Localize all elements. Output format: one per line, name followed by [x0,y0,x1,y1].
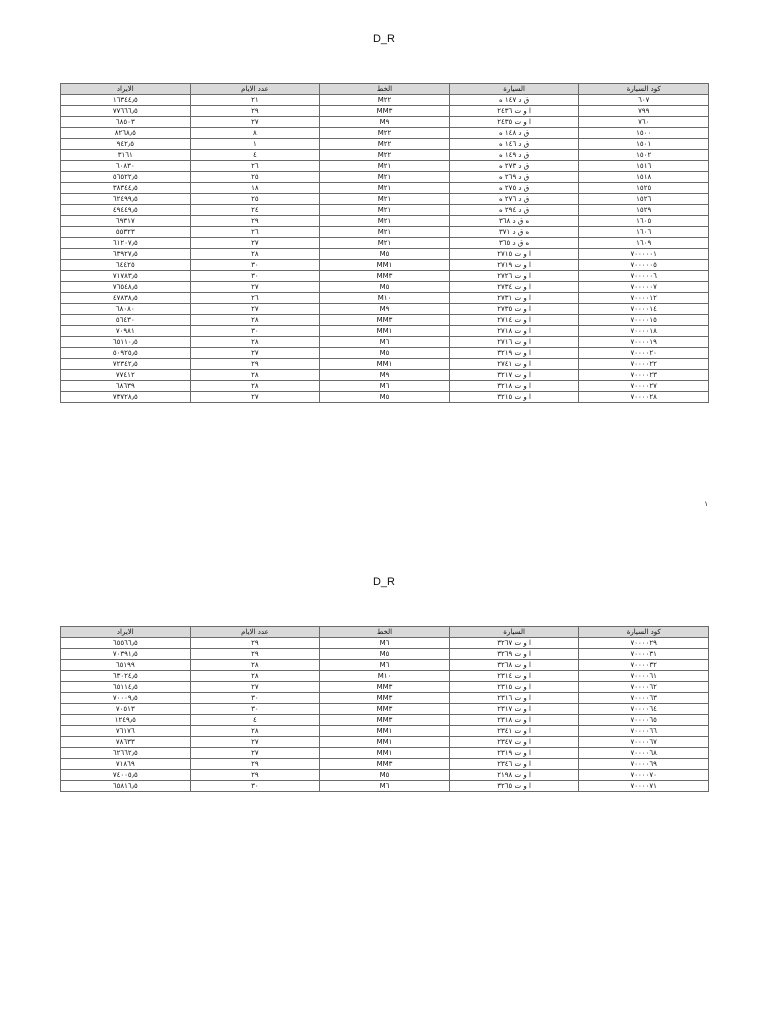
vehicle-code-cell: ٧٠٠٠٠٠٦ [579,271,709,282]
vehicle-cell: ا و ت ٢٣٤١ [449,726,579,737]
line-cell: MM٣ [320,759,450,770]
vehicle-cell: ا و ت ٣٢١٩ [449,348,579,359]
revenue-cell: ٦٢٤٩٩٫٥ [61,194,191,205]
revenue-cell: ٦٠٨٣٠ [61,161,191,172]
vehicle-code-cell: ١٥٠١ [579,139,709,150]
vehicle-cell: ق د ١٤٩ ه [449,150,579,161]
vehicle-code-cell: ٧٠٠٠٠٢٧ [579,381,709,392]
line-cell: M٢٢ [320,128,450,139]
vehicle-code-cell: ٧٠٠٠٠٢٠ [579,348,709,359]
table-row [61,172,709,183]
line-cell: MM٣ [320,315,450,326]
table-body [61,638,709,792]
vehicle-code-cell: ٧٠٠٠٠١٥ [579,315,709,326]
table-row [61,249,709,260]
vehicle-code-cell: ٧٠٠٠٠٦٢ [579,682,709,693]
line-cell: M٩ [320,304,450,315]
line-cell: M٦ [320,381,450,392]
table-row [61,150,709,161]
line-cell: MM٣ [320,715,450,726]
revenue-cell: ٧٧٤١٢ [61,370,191,381]
days-cell: ٤ [190,715,320,726]
vehicle-code-cell: ٦٠٧ [579,95,709,106]
vehicle-cell: ا و ت ٢٣٤٦ [449,759,579,770]
line-cell: M٦ [320,781,450,792]
vehicle-cell: ا و ت ٢٣١٩ [449,748,579,759]
vehicle-code-cell: ٧٠٠٠٠٦٧ [579,737,709,748]
revenue-cell: ٧١٨٦٩ [61,759,191,770]
table-row [61,660,709,671]
line-cell: MM٣ [320,271,450,282]
table-row [61,392,709,403]
line-cell: M٩ [320,370,450,381]
vehicle-cell: ا و ت ٢٣١٦ [449,693,579,704]
vehicle-code-cell: ٧٠٠٠٠٠١ [579,249,709,260]
vehicle-cell: ا و ت ٢٧١٤ [449,315,579,326]
days-cell: ٢٦ [190,161,320,172]
revenue-cell: ٧٠٣٩١٫٥ [61,649,191,660]
vehicle-code-cell: ١٦٠٦ [579,227,709,238]
vehicle-code-cell: ١٥٢٥ [579,183,709,194]
line-cell: MM٣ [320,693,450,704]
page-number: ١ [704,500,708,508]
vehicle-cell: ا و ت ٣٢٦٩ [449,649,579,660]
days-cell: ٢٩ [190,216,320,227]
line-cell: M٢١ [320,194,450,205]
days-cell: ٢٩ [190,649,320,660]
vehicle-cell: ا و ت ٢٧١٨ [449,326,579,337]
line-cell: M٢٢ [320,139,450,150]
days-cell: ٣٠ [190,260,320,271]
line-cell: MM١ [320,359,450,370]
revenue-cell: ٦٨٠٨٠ [61,304,191,315]
revenue-cell: ٧٣٧٢٨٫٥ [61,392,191,403]
line-cell: M٩ [320,117,450,128]
column-header-revenue: الايراد [61,627,191,638]
days-cell: ٢٤ [190,205,320,216]
vehicle-code-cell: ٧٠٠٠٠٦٥ [579,715,709,726]
vehicle-cell: ا و ت ٢٧٢٦ [449,271,579,282]
vehicle-code-cell: ٧٠٠٠٠٢٩ [579,638,709,649]
vehicle-cell: ا و ت ٢٧١٦ [449,337,579,348]
table-row [61,227,709,238]
table-row [61,737,709,748]
table-row [61,337,709,348]
vehicle-cell: ق د ٢٧٥ ه [449,183,579,194]
days-cell: ٣٠ [190,704,320,715]
revenue-cell: ٧٧٦٦٦٫٥ [61,106,191,117]
revenue-cell: ٩٤٢٫٥ [61,139,191,150]
vehicle-code-cell: ٧٠٠٠٠٢٢ [579,359,709,370]
line-cell: MM١ [320,726,450,737]
vehicle-cell: ا و ت ٢١٩٨ [449,770,579,781]
vehicle-cell: ق د ٢٧٣ ه [449,161,579,172]
line-cell: MM٣ [320,106,450,117]
revenue-cell: ٤٩٤٤٩٫٥ [61,205,191,216]
column-header-line: الخط [320,627,450,638]
line-cell: MM١ [320,748,450,759]
vehicle-code-cell: ٧٠٠٠٠٦١ [579,671,709,682]
days-cell: ٢٧ [190,392,320,403]
vehicle-cell: ا و ت ٢٧٣٤ [449,282,579,293]
days-cell: ٢٨ [190,726,320,737]
column-header-vehicle: السيارة [449,627,579,638]
revenue-cell: ٧٦٥٤٨٫٥ [61,282,191,293]
days-cell: ٢٧ [190,348,320,359]
table-row [61,326,709,337]
revenue-cell: ٧٦١٧٦ [61,726,191,737]
vehicle-cell: ا و ت ٣٢٦٥ [449,781,579,792]
line-cell: M١٠ [320,671,450,682]
vehicle-code-cell: ١٥٠٢ [579,150,709,161]
days-cell: ٣٠ [190,271,320,282]
days-cell: ٢٩ [190,759,320,770]
table-row [61,260,709,271]
table-row [61,671,709,682]
days-cell: ١ [190,139,320,150]
revenue-cell: ٧٠٠٠٩٫٥ [61,693,191,704]
revenue-cell: ٧١٧٨٣٫٥ [61,271,191,282]
vehicle-code-cell: ٧٠٠٠٠٣٢ [579,660,709,671]
table-row [61,726,709,737]
vehicle-code-cell: ٧٠٠٠٠١٤ [579,304,709,315]
revenue-cell: ٧٠٥١٣ [61,704,191,715]
vehicle-cell: ا و ت ٢٤٣٥ [449,117,579,128]
revenue-cell: ٥٠٩٢٥٫٥ [61,348,191,359]
table-row [61,304,709,315]
table-row [61,216,709,227]
vehicle-code-cell: ١٥١٨ [579,172,709,183]
line-cell: MM١ [320,326,450,337]
vehicle-cell: ا و ت ٢٣١٧ [449,704,579,715]
column-header-vehicle: السيارة [449,84,579,95]
table-row [61,139,709,150]
vehicle-code-cell: ٧٠٠٠٠٧١ [579,781,709,792]
line-cell: M٢٢ [320,95,450,106]
revenue-cell: ٥٦٤٣٠ [61,315,191,326]
vehicle-code-cell: ٧٠٠٠٠٠٧ [579,282,709,293]
line-cell: M١٠ [320,293,450,304]
table-row [61,704,709,715]
revenue-cell: ٦١٢٠٧٫٥ [61,238,191,249]
vehicle-cell: ا و ت ٢٣٤٧ [449,737,579,748]
revenue-cell: ٥٦٥٢٢٫٥ [61,172,191,183]
line-cell: M٥ [320,282,450,293]
table-row [61,370,709,381]
table-row [61,95,709,106]
revenue-cell: ٦٥١١٠٫٥ [61,337,191,348]
days-cell: ٢٩ [190,106,320,117]
vehicle-code-cell: ١٦٠٥ [579,216,709,227]
vehicle-code-cell: ٧٠٠٠٠٦٨ [579,748,709,759]
vehicle-code-cell: ٧٠٠٠٠٦٦ [579,726,709,737]
vehicle-code-cell: ١٥٢٩ [579,205,709,216]
vehicle-cell: ا و ت ٣٢١٥ [449,392,579,403]
vehicle-cell: ه ق د ٣٧١ [449,227,579,238]
revenue-cell: ٦٨٥٠٣ [61,117,191,128]
table-row [61,381,709,392]
days-cell: ٢٧ [190,238,320,249]
table-row [61,359,709,370]
vehicle-code-cell: ٧٠٠٠٠١٨ [579,326,709,337]
vehicle-code-cell: ١٥٠٠ [579,128,709,139]
days-cell: ٢٨ [190,249,320,260]
vehicle-cell: ا و ت ٣٢٦٧ [449,638,579,649]
vehicle-code-cell: ١٥٢٦ [579,194,709,205]
line-cell: MM٣ [320,704,450,715]
table-row [61,161,709,172]
table-row [61,293,709,304]
revenue-cell: ٦٢٦٦٢٫٥ [61,748,191,759]
revenue-cell: ٤٧٨٣٨٫٥ [61,293,191,304]
table-row [61,759,709,770]
line-cell: M٦ [320,638,450,649]
revenue-cell: ٣١٦١ [61,150,191,161]
column-header-revenue: الايراد [61,84,191,95]
revenue-cell: ١٦٣٤٤٫٥ [61,95,191,106]
line-cell: M٥ [320,392,450,403]
line-cell: M٢١ [320,183,450,194]
revenue-cell: ٦٤٤٢٥ [61,260,191,271]
vehicle-cell: ا و ت ٢٣١٥ [449,682,579,693]
days-cell: ٢١ [190,95,320,106]
table-row [61,271,709,282]
column-header-vehicle-code: كود السيارة [579,627,709,638]
revenue-cell: ٦٩٣١٧ [61,216,191,227]
vehicle-cell: ق د ٢٦٩ ه [449,172,579,183]
days-cell: ٢٦ [190,293,320,304]
days-cell: ٢٧ [190,748,320,759]
vehicle-cell: ق د ١٤٧ ه [449,95,579,106]
days-cell: ٣٠ [190,693,320,704]
vehicle-cell: ق د ١٤٦ ه [449,139,579,150]
line-cell: M٥ [320,348,450,359]
vehicle-cell: ا و ت ٢٧٣١ [449,293,579,304]
vehicle-cell: ق د ١٤٨ ه [449,128,579,139]
vehicle-cell: ا و ت ٢٧١٩ [449,260,579,271]
revenue-cell: ٧٤٠٠٥٫٥ [61,770,191,781]
vehicle-code-cell: ١٥١٦ [579,161,709,172]
vehicle-cell: ا و ت ٢٧٤١ [449,359,579,370]
vehicle-cell: ا و ت ٢٤٣٦ [449,106,579,117]
vehicle-code-cell: ٧٩٩ [579,106,709,117]
days-cell: ٢٥ [190,194,320,205]
table-body [61,95,709,403]
table-row [61,649,709,660]
line-cell: M٢١ [320,216,450,227]
days-cell: ٢٩ [190,359,320,370]
line-cell: M٥ [320,770,450,781]
line-cell: MM١ [320,737,450,748]
days-cell: ٢٧ [190,737,320,748]
vehicle-cell: ق د ٢٧٦ ه [449,194,579,205]
revenue-cell: ٣٨٣٤٤٫٥ [61,183,191,194]
table-row [61,205,709,216]
days-cell: ٢٨ [190,315,320,326]
vehicle-cell: ه ق د ٣٦٨ [449,216,579,227]
vehicle-code-cell: ٧٠٠٠٠٦٤ [579,704,709,715]
vehicle-code-cell: ٧٠٠٠٠٧٠ [579,770,709,781]
line-cell: M٦ [320,660,450,671]
days-cell: ٢٧ [190,304,320,315]
table-row [61,781,709,792]
revenue-table [60,83,709,403]
column-header-days: عدد الايام [190,84,320,95]
table-row [61,183,709,194]
vehicle-cell: ه ق د ٣٦٥ [449,238,579,249]
line-cell: M٦ [320,337,450,348]
days-cell: ٣٠ [190,326,320,337]
table-header-row [61,84,709,95]
vehicle-cell: ا و ت ٢٧١٥ [449,249,579,260]
revenue-cell: ٨٢٦٨٫٥ [61,128,191,139]
vehicle-code-cell: ٧٠٠٠٠٣١ [579,649,709,660]
table-row [61,117,709,128]
vehicle-cell: ا و ت ٢٣١٤ [449,671,579,682]
days-cell: ٢٧ [190,682,320,693]
revenue-cell: ٦٥٥٦٦٫٥ [61,638,191,649]
days-cell: ٢٨ [190,337,320,348]
vehicle-cell: ا و ت ٣٢٦٨ [449,660,579,671]
line-cell: M٢١ [320,227,450,238]
line-cell: MM٣ [320,682,450,693]
line-cell: M٢١ [320,238,450,249]
revenue-cell: ٧٨٦٣٣ [61,737,191,748]
table-row [61,282,709,293]
vehicle-code-cell: ١٦٠٩ [579,238,709,249]
vehicle-cell: ق د ٢٩٤ ه [449,205,579,216]
days-cell: ٨ [190,128,320,139]
table-row [61,770,709,781]
days-cell: ٢٨ [190,671,320,682]
table-row [61,715,709,726]
table-row [61,682,709,693]
line-cell: MM١ [320,260,450,271]
revenue-cell: ١٢٤٩٫٥ [61,715,191,726]
days-cell: ٢٧ [190,117,320,128]
vehicle-code-cell: ٧٠٠٠٠١٩ [579,337,709,348]
vehicle-cell: ا و ت ٢٣١٨ [449,715,579,726]
revenue-table [60,626,709,792]
revenue-cell: ٦٥١٩٩ [61,660,191,671]
table-row [61,748,709,759]
revenue-cell: ٦٥٨١٦٫٥ [61,781,191,792]
column-header-line: الخط [320,84,450,95]
days-cell: ٣٠ [190,781,320,792]
table-row [61,106,709,117]
revenue-cell: ٦٥١١٤٫٥ [61,682,191,693]
vehicle-cell: ا و ت ٣٢١٧ [449,370,579,381]
table-header-row [61,627,709,638]
table-row [61,194,709,205]
column-header-vehicle-code: كود السيارة [579,84,709,95]
vehicle-code-cell: ٧٠٠٠٠١٢ [579,293,709,304]
line-cell: M٢٢ [320,150,450,161]
days-cell: ٢٥ [190,172,320,183]
vehicle-code-cell: ٧٠٠٠٠٢٣ [579,370,709,381]
line-cell: M٥ [320,649,450,660]
days-cell: ٢٨ [190,381,320,392]
revenue-cell: ٦٣٠٢٤٫٥ [61,671,191,682]
revenue-cell: ٥٥٣٢٣ [61,227,191,238]
vehicle-code-cell: ٧٦٠ [579,117,709,128]
vehicle-code-cell: ٧٠٠٠٠٠٥ [579,260,709,271]
vehicle-code-cell: ٧٠٠٠٠٦٣ [579,693,709,704]
table-row [61,693,709,704]
table-row [61,128,709,139]
days-cell: ٤ [190,150,320,161]
days-cell: ١٨ [190,183,320,194]
days-cell: ٢٧ [190,282,320,293]
table-row [61,238,709,249]
revenue-cell: ٧٢٣٤٢٫٥ [61,359,191,370]
days-cell: ٢٨ [190,660,320,671]
page-title: D_R [372,576,395,588]
vehicle-code-cell: ٧٠٠٠٠٦٩ [579,759,709,770]
line-cell: M٢١ [320,161,450,172]
revenue-cell: ٧٠٩٨١ [61,326,191,337]
days-cell: ٢٩ [190,770,320,781]
line-cell: M٥ [320,249,450,260]
table-row [61,315,709,326]
revenue-cell: ٦٣٩٢٧٫٥ [61,249,191,260]
line-cell: M٢١ [320,205,450,216]
days-cell: ٢٩ [190,638,320,649]
page-title: D_R [372,33,395,45]
line-cell: M٢١ [320,172,450,183]
days-cell: ٢٦ [190,227,320,238]
vehicle-code-cell: ٧٠٠٠٠٢٨ [579,392,709,403]
table-row [61,638,709,649]
days-cell: ٢٨ [190,370,320,381]
vehicle-cell: ا و ت ٢٧٣٥ [449,304,579,315]
column-header-days: عدد الايام [190,627,320,638]
table-row [61,348,709,359]
revenue-cell: ٦٨٦٣٩ [61,381,191,392]
vehicle-cell: ا و ت ٣٢١٨ [449,381,579,392]
